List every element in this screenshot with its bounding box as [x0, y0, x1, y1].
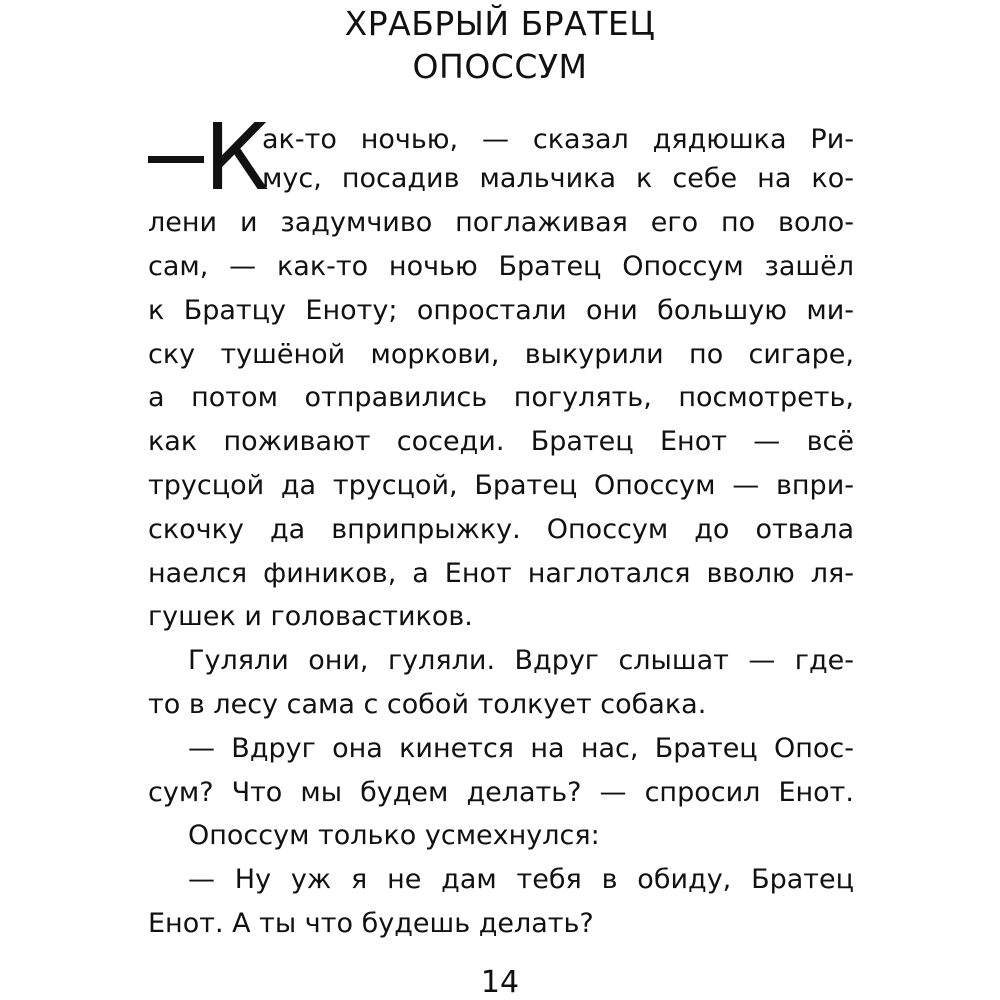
chapter-title-line-1: ХРАБРЫЙ БРАТЕЦ: [344, 4, 656, 43]
paragraph-3-line-2: сум? Что мы будем делать? — спросил Енот.: [148, 777, 854, 808]
paragraph-3-line-1: — Вдруг она кинется на нас, Братец Опос-: [188, 733, 854, 764]
drop-cap-dash: [148, 156, 204, 163]
drop-cap-letter: К: [204, 104, 270, 211]
paragraph-1-line-2: мус, посадив мальчика к себе на ко-: [262, 163, 854, 194]
paragraph-1-line-6: ску тушёной моркови, выкурили по сигаре,: [148, 339, 854, 370]
paragraph-1-line-3: лени и задумчиво поглаживая его по воло-: [148, 207, 854, 238]
paragraph-1-line-1: ак-то ночью, — сказал дядюшка Ри-: [262, 124, 854, 155]
paragraph-1-line-10: скочку да вприпрыжку. Опоссум до отвала: [148, 514, 854, 545]
paragraph-1-line-12: гушек и головастиков.: [148, 601, 473, 632]
paragraph-1-line-11: наелся фиников, а Енот наглотался вволю ля-: [148, 558, 854, 589]
paragraph-2-line-2: то в лесу сама с собой толкует собака.: [148, 689, 707, 720]
paragraph-1-line-8: как поживают соседи. Братец Енот — всё: [148, 426, 854, 457]
paragraph-5-line-1: — Ну уж я не дам тебя в обиду, Братец: [188, 864, 854, 895]
chapter-title-line-2: ОПОССУМ: [412, 47, 588, 86]
page-number: 14: [480, 965, 520, 1000]
paragraph-1-line-9: трусцой да трусцой, Братец Опоссум — впри-: [148, 470, 854, 501]
paragraph-5-line-2: Енот. А ты что будешь делать?: [148, 908, 594, 939]
drop-cap: [148, 104, 270, 211]
paragraph-1-line-5: к Братцу Еноту; опростали они большую ми-: [148, 295, 854, 326]
paragraph-2-line-1: Гуляли они, гуляли. Вдруг слышат — где-: [188, 645, 854, 676]
paragraph-1-line-7: а потом отправились погулять, посмотреть,: [148, 382, 854, 413]
paragraph-1-line-4: сам, — как-то ночью Братец Опоссум зашёл: [148, 251, 854, 282]
paragraph-4-line-1: Опоссум только усмехнулся:: [188, 820, 600, 851]
